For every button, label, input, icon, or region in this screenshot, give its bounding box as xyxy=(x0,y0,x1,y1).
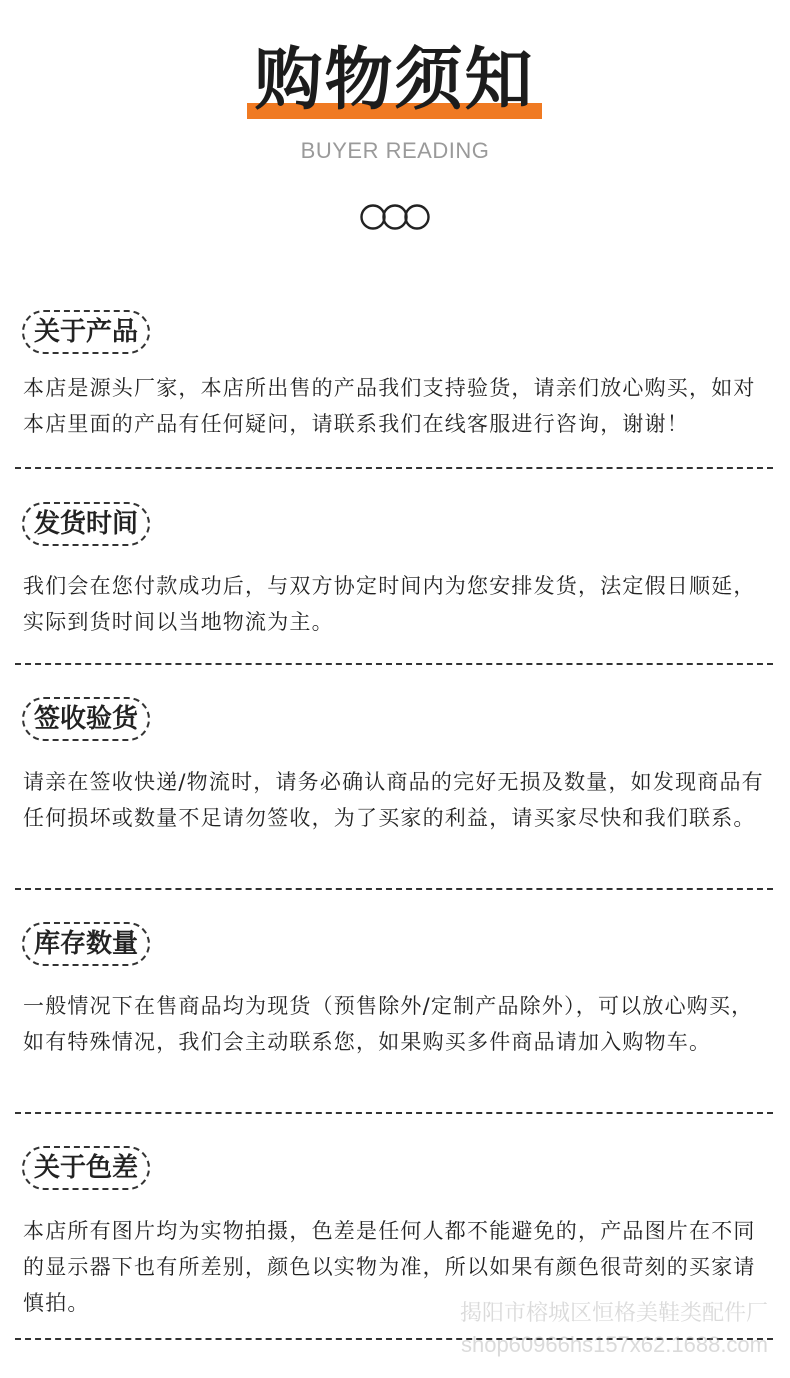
watermark-company: 揭阳市榕城区恒格美鞋类配件厂 xyxy=(459,1300,768,1325)
section-body: 一般情况下在售商品均为现货（预售除外/定制产品除外），可以放心购买，如有特殊情况，我们会主动联系您，如果购买多件商品请加入购物车。 xyxy=(23,994,754,1054)
section-receipt-inspection xyxy=(22,697,772,857)
section-about-product xyxy=(22,310,772,436)
section-divider xyxy=(15,467,773,469)
section-body: 我们会在您付款成功后，与双方协定时间内为您安排发货，法定假日顺延，实际到货时间以当地物流为主。 xyxy=(23,574,756,634)
three-rings-icon xyxy=(359,203,431,231)
page-subtitle: BUYER READING xyxy=(300,138,490,163)
section-body: 请亲在签收快递/物流时，请务必确认商品的完好无损及数量，如发现商品有任何损坏或数量不足请勿签收，为了买家的利益，请买家尽快和我们联系。 xyxy=(23,770,764,830)
section-tag: 发货时间 xyxy=(22,502,150,546)
title-block xyxy=(247,40,542,122)
section-tag: 库存数量 xyxy=(22,922,150,966)
section-tag: 关于色差 xyxy=(22,1146,150,1190)
page-header xyxy=(0,0,790,260)
section-shipping-time xyxy=(22,502,772,634)
section-divider xyxy=(15,1112,773,1114)
section-divider xyxy=(15,663,773,665)
section-tag: 关于产品 xyxy=(22,310,150,354)
section-divider xyxy=(15,888,773,890)
page-title: 购物须知 xyxy=(254,41,535,120)
section-body: 本店所有图片均为实物拍摄，色差是任何人都不能避免的，产品图片在不同的显示器下也有所差别，颜色以实物为准，所以如果有颜色很苛刻的买家请慎拍。 xyxy=(23,1219,756,1315)
section-stock-quantity xyxy=(22,922,772,1082)
section-body: 本店是源头厂家，本店所出售的产品我们支持验货，请亲们放心购买，如对本店里面的产品有任何疑问，请联系我们在线客服进行咨询，谢谢！ xyxy=(23,376,756,436)
watermark-url: shop60966hs157x62.1688.com xyxy=(460,1332,768,1357)
section-tag: 签收验货 xyxy=(22,697,150,741)
